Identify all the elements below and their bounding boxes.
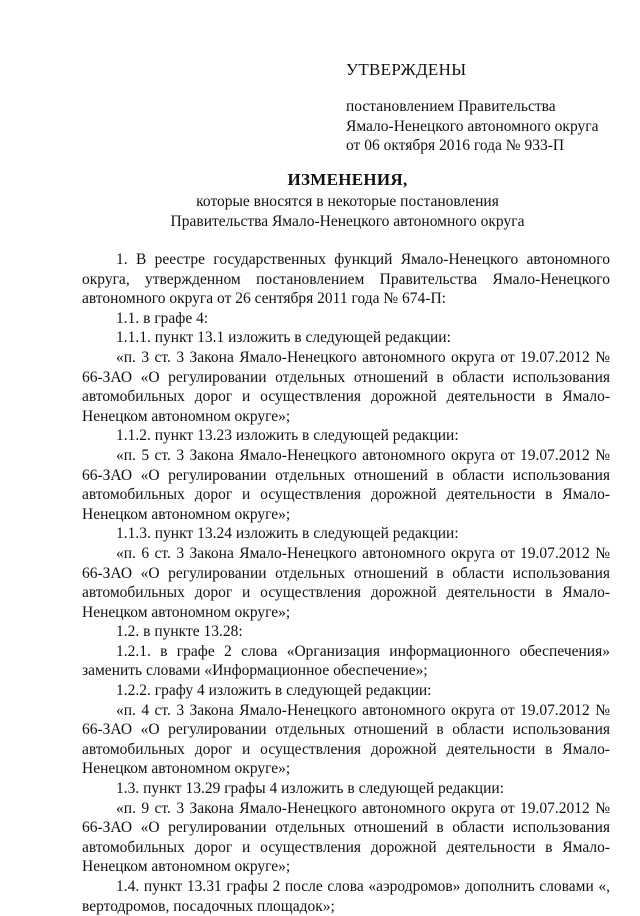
paragraph: 1.4. пункт 13.31 графы 2 после слова «аэродромов» дополнить словами «, вертодромов, посадочных площадок»; (82, 878, 610, 915)
paragraph: 1. В реестре государственных функций Ямало-Ненецкого автономного округа, утвержденном постановлением Правительства Ямало-Ненецкого автономного округа от 26 сентября 2011 года № 674-П: (82, 251, 610, 308)
approval-line: постановлением Правительства (346, 98, 556, 115)
paragraph: 1.3. пункт 13.29 графы 4 изложить в следующей редакции: (116, 780, 504, 798)
approval-line: от 06 октября 2016 года № 933-П (346, 137, 565, 154)
paragraph: «п. 4 ст. 3 Закона Ямало-Ненецкого автономного округа от 19.07.2012 № 66-ЗАО «О регулировании отдельных отношений в области использования автомобильных дорог и осуществления дорожной деятельности в Ямало-Ненецком автономном округе»; (82, 701, 610, 778)
paragraph: 1.1. в графе 4: (116, 309, 209, 327)
paragraph: 1.2. в пункте 13.28: (116, 623, 243, 641)
paragraph: 1.2.1. в графе 2 слова «Организация информационного обеспечения» заменить словами «Информационное обеспечение»; (82, 642, 610, 680)
paragraph: 1.1.2. пункт 13.23 изложить в следующей редакции: (116, 427, 459, 445)
paragraph: «п. 9 ст. 3 Закона Ямало-Ненецкого автономного округа от 19.07.2012 № 66-ЗАО «О регулировании отдельных отношений в области использования автомобильных дорог и осуществления дорожной деятельности в Ямало-Ненецком автономном округе»; (82, 799, 610, 876)
paragraph: «п. 6 ст. 3 Закона Ямало-Ненецкого автономного округа от 19.07.2012 № 66-ЗАО «О регулировании отдельных отношений в области использования автомобильных дорог и осуществления дорожной деятельности в Ямало-Ненецком автономном округе»; (82, 544, 610, 621)
paragraph: «п. 3 ст. 3 Закона Ямало-Ненецкого автономного округа от 19.07.2012 № 66-ЗАО «О регулировании отдельных отношений в области использования автомобильных дорог и осуществления дорожной деятельности в Ямало-Ненецком автономном округе»; (82, 348, 610, 425)
approval-block (346, 60, 626, 156)
approval-line: Ямало-Ненецкого автономного округа (346, 117, 599, 135)
document-subtitle-line: которые вносятся в некоторые постановления (196, 193, 499, 210)
paragraph: 1.2.2. графу 4 изложить в следующей редакции: (116, 682, 432, 700)
paragraph: 1.1.1. пункт 13.1 изложить в следующей редакции: (116, 329, 451, 347)
document-body (82, 250, 610, 916)
paragraph: «п. 5 ст. 3 Закона Ямало-Ненецкого автономного округа от 19.07.2012 № 66-ЗАО «О регулировании отдельных отношений в области использования автомобильных дорог и осуществления дорожной деятельности в Ямало-Ненецком автономном округе»; (82, 446, 610, 523)
document-heading (60, 168, 635, 232)
document-title: ИЗМЕНЕНИЯ, (287, 170, 408, 189)
approval-title: УТВЕРЖДЕНЫ (346, 60, 467, 79)
document-subtitle-line: Правительства Ямало-Ненецкого автономного округа (170, 213, 525, 230)
paragraph: 1.1.3. пункт 13.24 изложить в следующей редакции: (116, 525, 459, 543)
